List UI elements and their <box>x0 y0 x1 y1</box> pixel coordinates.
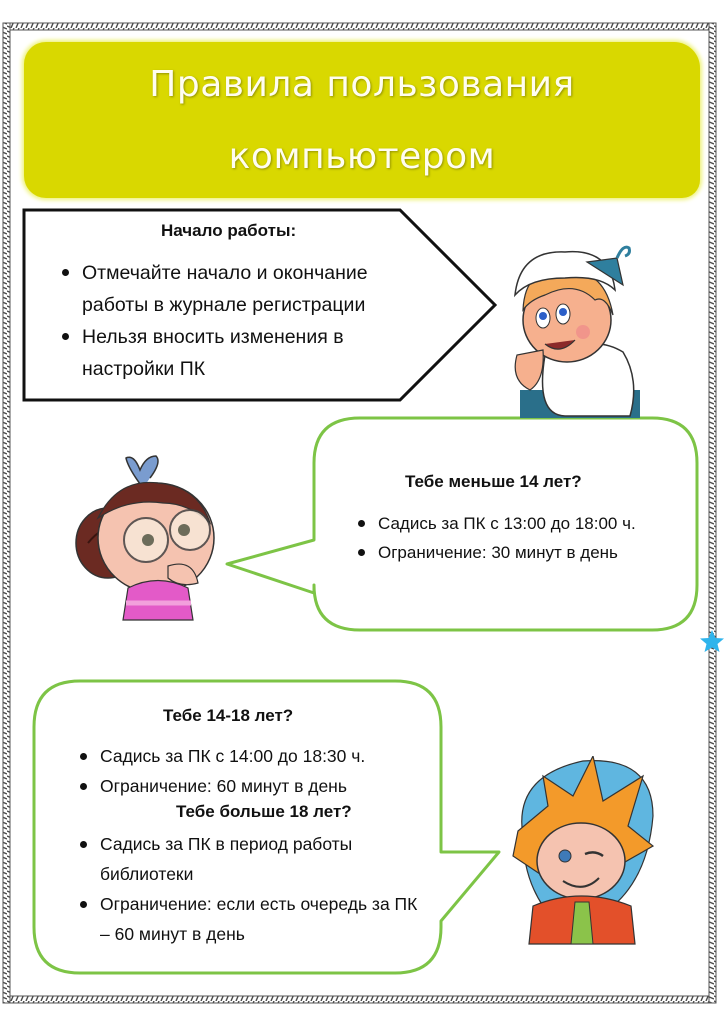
page-title-line1: Правила пользования <box>149 64 575 105</box>
age14-18-item: Садись за ПК с 14:00 до 18:30 ч. <box>78 741 438 771</box>
start-box-item: Отмечайте начало и окончание работы в журнале регистрации <box>60 257 400 321</box>
boy-with-orange-hair-illustration <box>503 756 663 946</box>
over18-item: Садись за ПК в период работы библиотеки <box>78 829 418 889</box>
start-box-heading: Начало работы: <box>161 221 297 240</box>
page-title-line2: компьютером <box>228 136 496 177</box>
girl-with-glasses-illustration <box>68 448 228 623</box>
age14-18-heading: Тебе 14-18 лет? <box>163 706 294 725</box>
over18-item: Ограничение: если есть очередь за ПК – 60 минут в день <box>78 889 418 949</box>
start-box-list <box>60 257 400 385</box>
age14-18-item: Ограничение: 60 минут в день <box>78 771 438 801</box>
start-box-item: Нельзя вносить изменения в настройки ПК <box>60 321 400 385</box>
under14-heading: Тебе меньше 14 лет? <box>405 472 582 491</box>
boy-with-hat-illustration <box>505 240 645 420</box>
age14-18-list <box>78 741 438 801</box>
over18-heading: Тебе больше 18 лет? <box>176 802 352 821</box>
under14-item: Садись за ПК с 13:00 до 18:00 ч. <box>356 509 696 538</box>
under14-list <box>356 509 696 567</box>
over18-list <box>78 829 418 949</box>
under14-item: Ограничение: 30 минут в день <box>356 538 696 567</box>
